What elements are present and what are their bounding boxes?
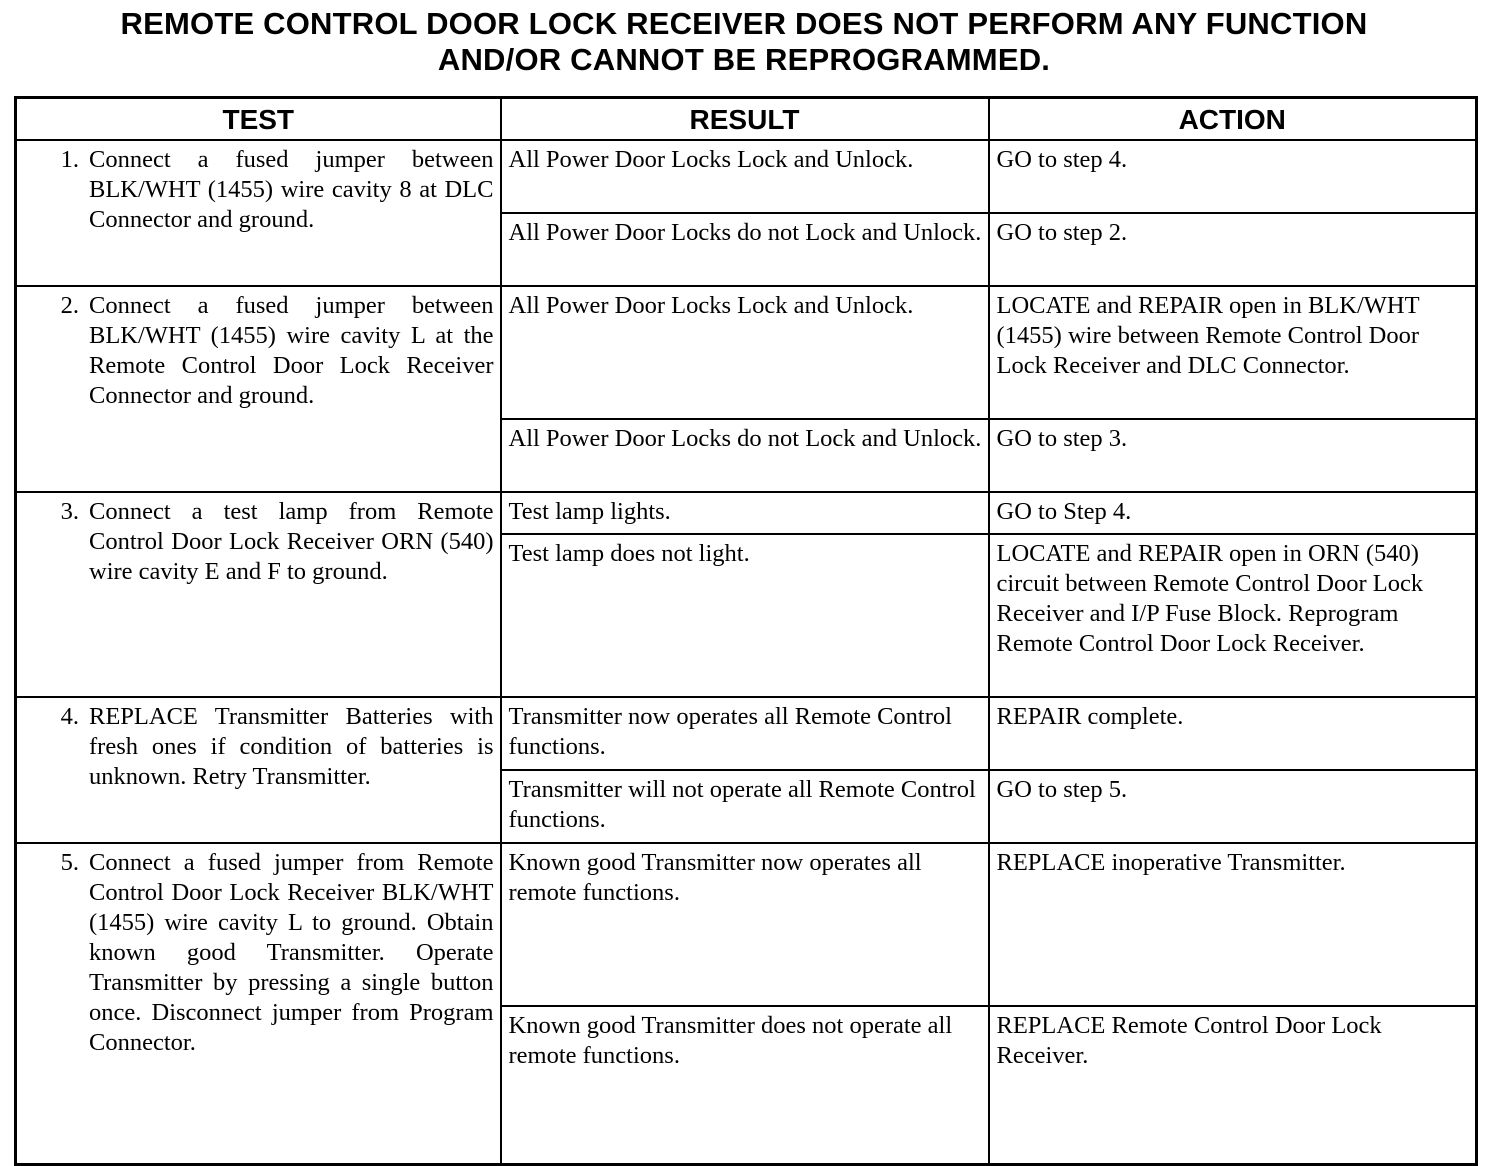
action-cell: GO to step 5. <box>989 770 1477 843</box>
result-cell: Test lamp does not light. <box>501 534 989 697</box>
action-cell: GO to step 2. <box>989 213 1477 286</box>
header-action: ACTION <box>989 98 1477 141</box>
header-test: TEST <box>16 98 501 141</box>
result-cell: Test lamp lights. <box>501 492 989 534</box>
header-result: RESULT <box>501 98 989 141</box>
result-cell: Known good Transmitter does not operate all remote functions. <box>501 1006 989 1165</box>
result-cell: Transmitter now operates all Remote Control functions. <box>501 697 989 770</box>
result-cell: All Power Door Locks do not Lock and Unlock. <box>501 213 989 286</box>
page-title <box>0 6 1488 78</box>
table-row <box>16 286 1477 419</box>
test-text: REPLACE Transmitter Batteries with fresh ones if condition of batteries is unknown. Retry Transmitter. <box>89 703 494 790</box>
title-line-2: AND/OR CANNOT BE REPROGRAMMED. <box>437 42 1051 77</box>
test-text: Connect a fused jumper between BLK/WHT (1455) wire cavity L at the Remote Control Door Lock Receiver Connector and ground. <box>89 292 494 409</box>
result-cell: All Power Door Locks Lock and Unlock. <box>501 140 989 213</box>
action-cell: LOCATE and REPAIR open in BLK/WHT (1455) wire between Remote Control Door Lock Receiver and DLC Connector. <box>989 286 1477 419</box>
action-cell: GO to step 3. <box>989 419 1477 492</box>
action-cell: GO to step 4. <box>989 140 1477 213</box>
test-cell-step-4 <box>16 697 501 843</box>
test-cell-step-1 <box>16 140 501 286</box>
result-cell: Known good Transmitter now operates all remote functions. <box>501 843 989 1006</box>
diagnostic-table <box>14 96 1478 1166</box>
title-line-1: REMOTE CONTROL DOOR LOCK RECEIVER DOES NOT PERFORM ANY FUNCTION <box>120 6 1368 41</box>
test-cell-step-3 <box>16 492 501 697</box>
test-text: Connect a fused jumper between BLK/WHT (1455) wire cavity 8 at DLC Connector and ground. <box>89 146 494 233</box>
table-row <box>16 140 1477 213</box>
action-cell: LOCATE and REPAIR open in ORN (540) circuit between Remote Control Door Lock Receiver and I/P Fuse Block. Reprogram Remote Control Door Lock Receiver. <box>989 534 1477 697</box>
step-number: 2. <box>60 292 79 319</box>
test-cell-step-2 <box>16 286 501 492</box>
test-text: Connect a fused jumper from Remote Control Door Lock Receiver BLK/WHT (1455) wire cavity L to ground. Obtain known good Transmitter. Operate Transmitter by pressing a single button once. Disconnect jumper from Program Connector. <box>89 849 494 1056</box>
result-cell: All Power Door Locks do not Lock and Unlock. <box>501 419 989 492</box>
test-text: Connect a test lamp from Remote Control Door Lock Receiver ORN (540) wire cavity E and F to ground. <box>89 498 494 585</box>
table-row <box>16 492 1477 534</box>
action-cell: GO to Step 4. <box>989 492 1477 534</box>
step-number: 1. <box>60 146 79 173</box>
step-number: 3. <box>60 498 79 525</box>
result-cell: All Power Door Locks Lock and Unlock. <box>501 286 989 419</box>
test-cell-step-5 <box>16 843 501 1165</box>
action-cell: REPAIR complete. <box>989 697 1477 770</box>
result-cell: Transmitter will not operate all Remote Control functions. <box>501 770 989 843</box>
action-cell: REPLACE inoperative Transmitter. <box>989 843 1477 1006</box>
table-row <box>16 843 1477 1006</box>
step-number: 4. <box>60 703 79 730</box>
action-cell: REPLACE Remote Control Door Lock Receiver. <box>989 1006 1477 1165</box>
header-row <box>16 98 1477 141</box>
step-number: 5. <box>60 849 79 876</box>
table-row <box>16 697 1477 770</box>
